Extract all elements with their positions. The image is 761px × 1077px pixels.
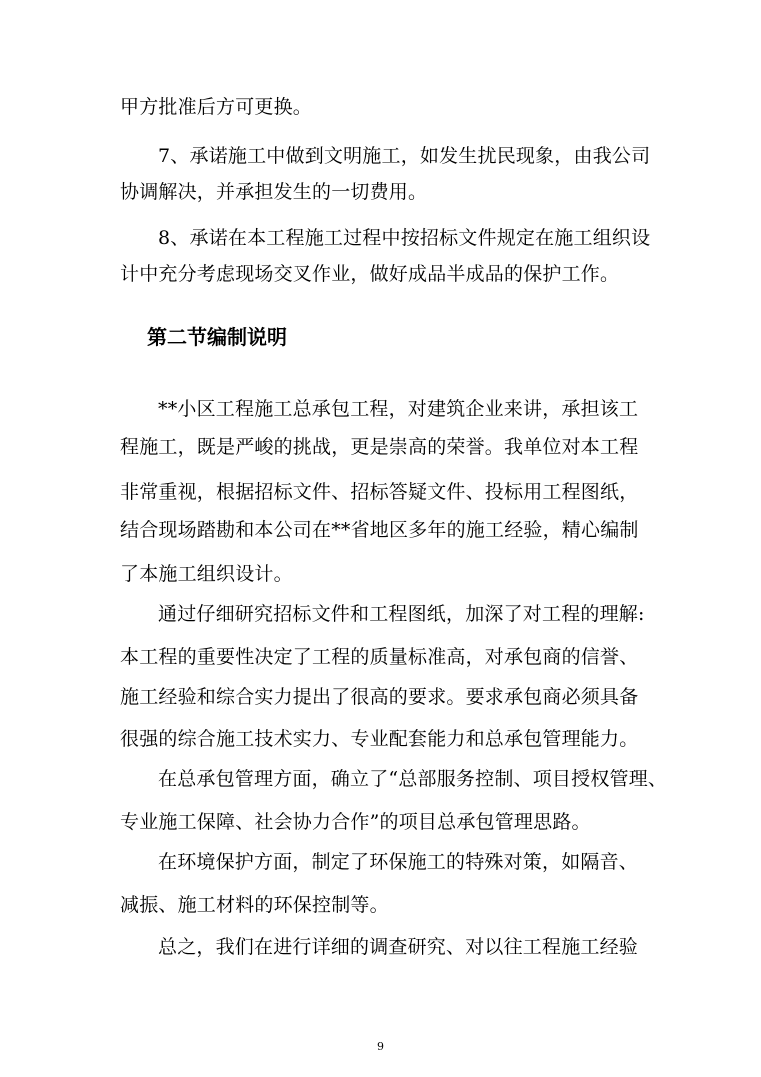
- text-line: 协调解决，并承担发生的一切费用。: [120, 181, 428, 203]
- text-line: 专业施工保障、社会协力合作”的项目总承包管理思路。: [120, 811, 591, 833]
- page-number: 9: [377, 1040, 384, 1053]
- text-line: **小区工程施工总承包工程，对建筑企业来讲，承担该工: [158, 398, 639, 420]
- section-heading: 第二节编制说明: [147, 325, 287, 349]
- text-line: 8、承诺在本工程施工过程中按招标文件规定在施工组织设: [158, 227, 651, 249]
- text-line: 本工程的重要性决定了工程的质量标准高，对承包商的信誉、: [120, 646, 639, 668]
- text-line: 在总承包管理方面，确立了“总部服务控制、项目授权管理、: [158, 768, 668, 790]
- text-line: 甲方批准后方可更换。: [120, 96, 313, 118]
- text-line: 总之，我们在进行详细的调查研究、对以往工程施工经验: [158, 936, 639, 958]
- text-line: 了本施工组织设计。: [120, 563, 293, 585]
- text-line: 通过仔细研究招标文件和工程图纸，加深了对工程的理解:: [158, 603, 645, 625]
- text-line: 计中充分考虑现场交叉作业，做好成品半成品的保护工作。: [120, 263, 620, 285]
- text-line: 非常重视，根据招标文件、招标答疑文件、投标用工程图纸，: [120, 481, 639, 503]
- text-line: 减振、施工材料的环保控制等。: [120, 894, 389, 916]
- text-line: 7、承诺施工中做到文明施工，如发生扰民现象，由我公司: [158, 145, 651, 167]
- text-line: 施工经验和综合实力提出了很高的要求。要求承包商必须具备: [120, 686, 639, 708]
- text-line: 结合现场踏勘和本公司在**省地区多年的施工经验，精心编制: [120, 519, 639, 541]
- text-line: 程施工，既是严峻的挑战，更是崇高的荣誉。我单位对本工程: [120, 436, 639, 458]
- text-line: 很强的综合施工技术实力、专业配套能力和总承包管理能力。: [120, 728, 639, 750]
- text-line: 在环境保护方面，制定了环保施工的特殊对策，如隔音、: [158, 851, 639, 873]
